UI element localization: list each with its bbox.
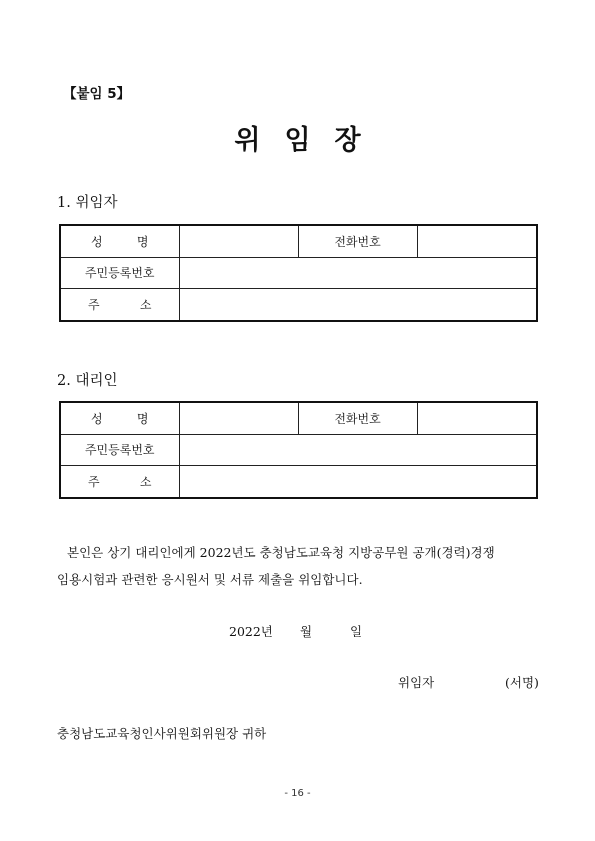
id-number-label: 주민등록번호 xyxy=(60,257,179,289)
delegation-statement xyxy=(57,539,539,593)
signer-label: 위임자 xyxy=(398,675,435,690)
phone-field[interactable] xyxy=(417,225,537,257)
address-field[interactable] xyxy=(179,466,537,498)
recipient: 충청남도교육청인사위원회위원장 귀하 xyxy=(57,726,267,741)
name-field[interactable] xyxy=(179,402,298,434)
signature-placeholder[interactable]: (서명) xyxy=(505,675,539,690)
name-field[interactable] xyxy=(179,225,298,257)
attachment-tag: 【붙임 5】 xyxy=(63,86,131,102)
address-field[interactable] xyxy=(179,289,537,321)
date-year: 2022년 xyxy=(229,624,273,639)
name-label: 성 명 xyxy=(60,225,179,257)
id-number-field[interactable] xyxy=(179,434,537,466)
date-month: 월 xyxy=(300,624,313,639)
id-number-field[interactable] xyxy=(179,257,537,289)
page-number: - 16 - xyxy=(284,788,311,799)
table-row xyxy=(60,225,537,257)
statement-line-1: 본인은 상기 대리인에게 2022년도 충청남도교육청 지방공무원 공개(경력)경쟁 xyxy=(67,545,495,560)
page-title: 위 임 장 xyxy=(234,125,361,156)
table-row xyxy=(60,257,537,289)
date-day: 일 xyxy=(350,624,363,639)
phone-label: 전화번호 xyxy=(298,402,417,434)
table-row xyxy=(60,434,537,466)
section-heading-agent: 2. 대리인 xyxy=(57,373,118,389)
statement-line-2: 임용시험과 관련한 응시원서 및 서류 제출을 위임합니다. xyxy=(57,572,363,587)
table-row xyxy=(60,466,537,498)
name-label: 성 명 xyxy=(60,402,179,434)
delegator-table xyxy=(59,224,538,322)
phone-label: 전화번호 xyxy=(298,225,417,257)
id-number-label: 주민등록번호 xyxy=(60,434,179,466)
address-label: 주 소 xyxy=(60,466,179,498)
address-label: 주 소 xyxy=(60,289,179,321)
phone-field[interactable] xyxy=(417,402,537,434)
table-row xyxy=(60,289,537,321)
section-heading-delegator: 1. 위임자 xyxy=(57,195,118,211)
table-row xyxy=(60,402,537,434)
agent-table xyxy=(59,401,538,499)
